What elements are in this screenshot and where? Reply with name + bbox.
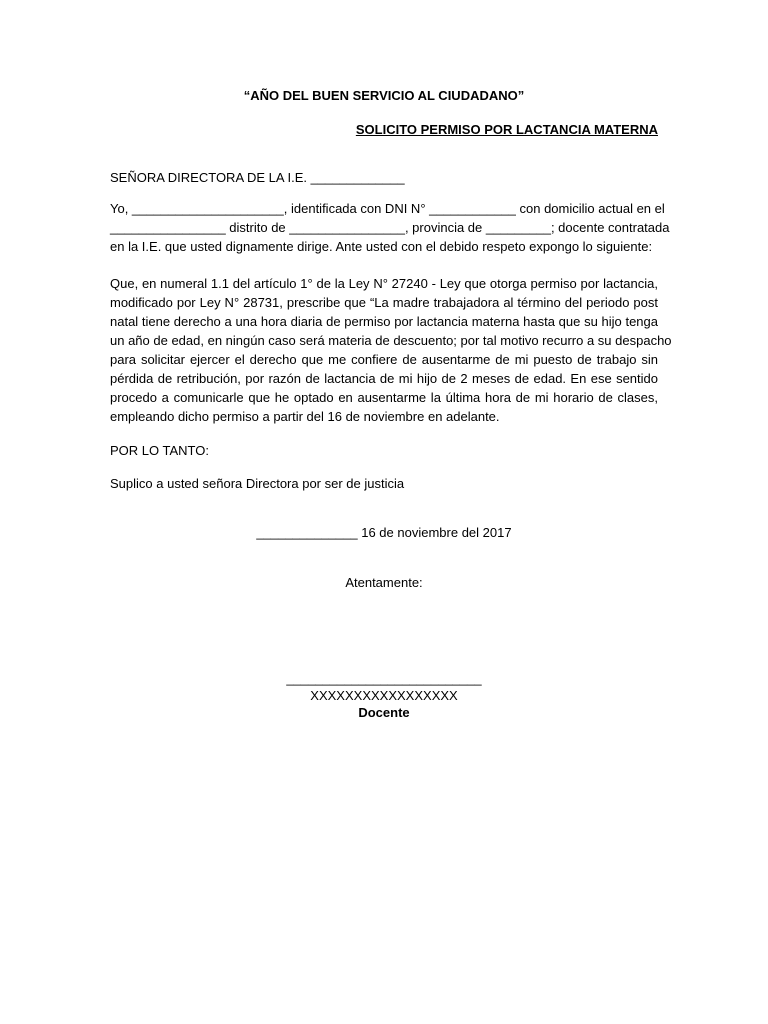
- signer-role: Docente: [358, 705, 410, 720]
- subject-title: SOLICITO PERMISO POR LACTANCIA MATERNA: [355, 122, 658, 137]
- signer-name: XXXXXXXXXXXXXXXXX: [310, 688, 458, 703]
- addressee-line: SEÑORA DIRECTORA DE LA I.E. _____________: [110, 170, 405, 185]
- body-line: para solicitar ejercer el derecho que me confiere de ausentarme de mi puesto de trabajo sin: [110, 352, 658, 367]
- por-lo-tanto-heading: POR LO TANTO:: [110, 443, 209, 458]
- body-line: empleando dicho permiso a partir del 16 de noviembre en adelante.: [110, 409, 500, 424]
- body-line: pérdida de retribución, por razón de lactancia de mi hijo de 2 meses de edad. En ese sentido: [110, 371, 658, 386]
- intro-line: ________________ distrito de ________________, provincia de _________; docente contratada: [110, 220, 670, 235]
- body-line: modificado por Ley N° 28731, prescribe que “La madre trabajadora al término del periodo post: [110, 295, 658, 310]
- closing-salutation: Atentamente:: [345, 575, 423, 590]
- date-line: ______________ 16 de noviembre del 2017: [256, 525, 512, 540]
- intro-line: en la I.E. que usted dignamente dirige. Ante usted con el debido respeto expongo lo siguiente:: [110, 239, 653, 254]
- signature-line: ___________________________: [286, 671, 482, 686]
- body-line: procedo a comunicarle que he optado en ausentarme la última hora de mi horario de clases,: [110, 390, 658, 405]
- motto: “AÑO DEL BUEN SERVICIO AL CIUDADANO”: [243, 88, 525, 103]
- plea-line: Suplico a usted señora Directora por ser de justicia: [110, 476, 405, 491]
- body-line: un año de edad, en ningún caso será materia de descuento; por tal motivo recurro a su despacho: [110, 333, 672, 348]
- body-line: natal tiene derecho a una hora diaria de permiso por lactancia materna hasta que su hijo tenga: [110, 314, 658, 329]
- body-line: Que, en numeral 1.1 del artículo 1° de la Ley N° 27240 - Ley que otorga permiso por lactancia,: [110, 276, 658, 291]
- intro-line: Yo, _____________________, identificada con DNI N° ____________ con domicilio actual en el: [110, 201, 665, 216]
